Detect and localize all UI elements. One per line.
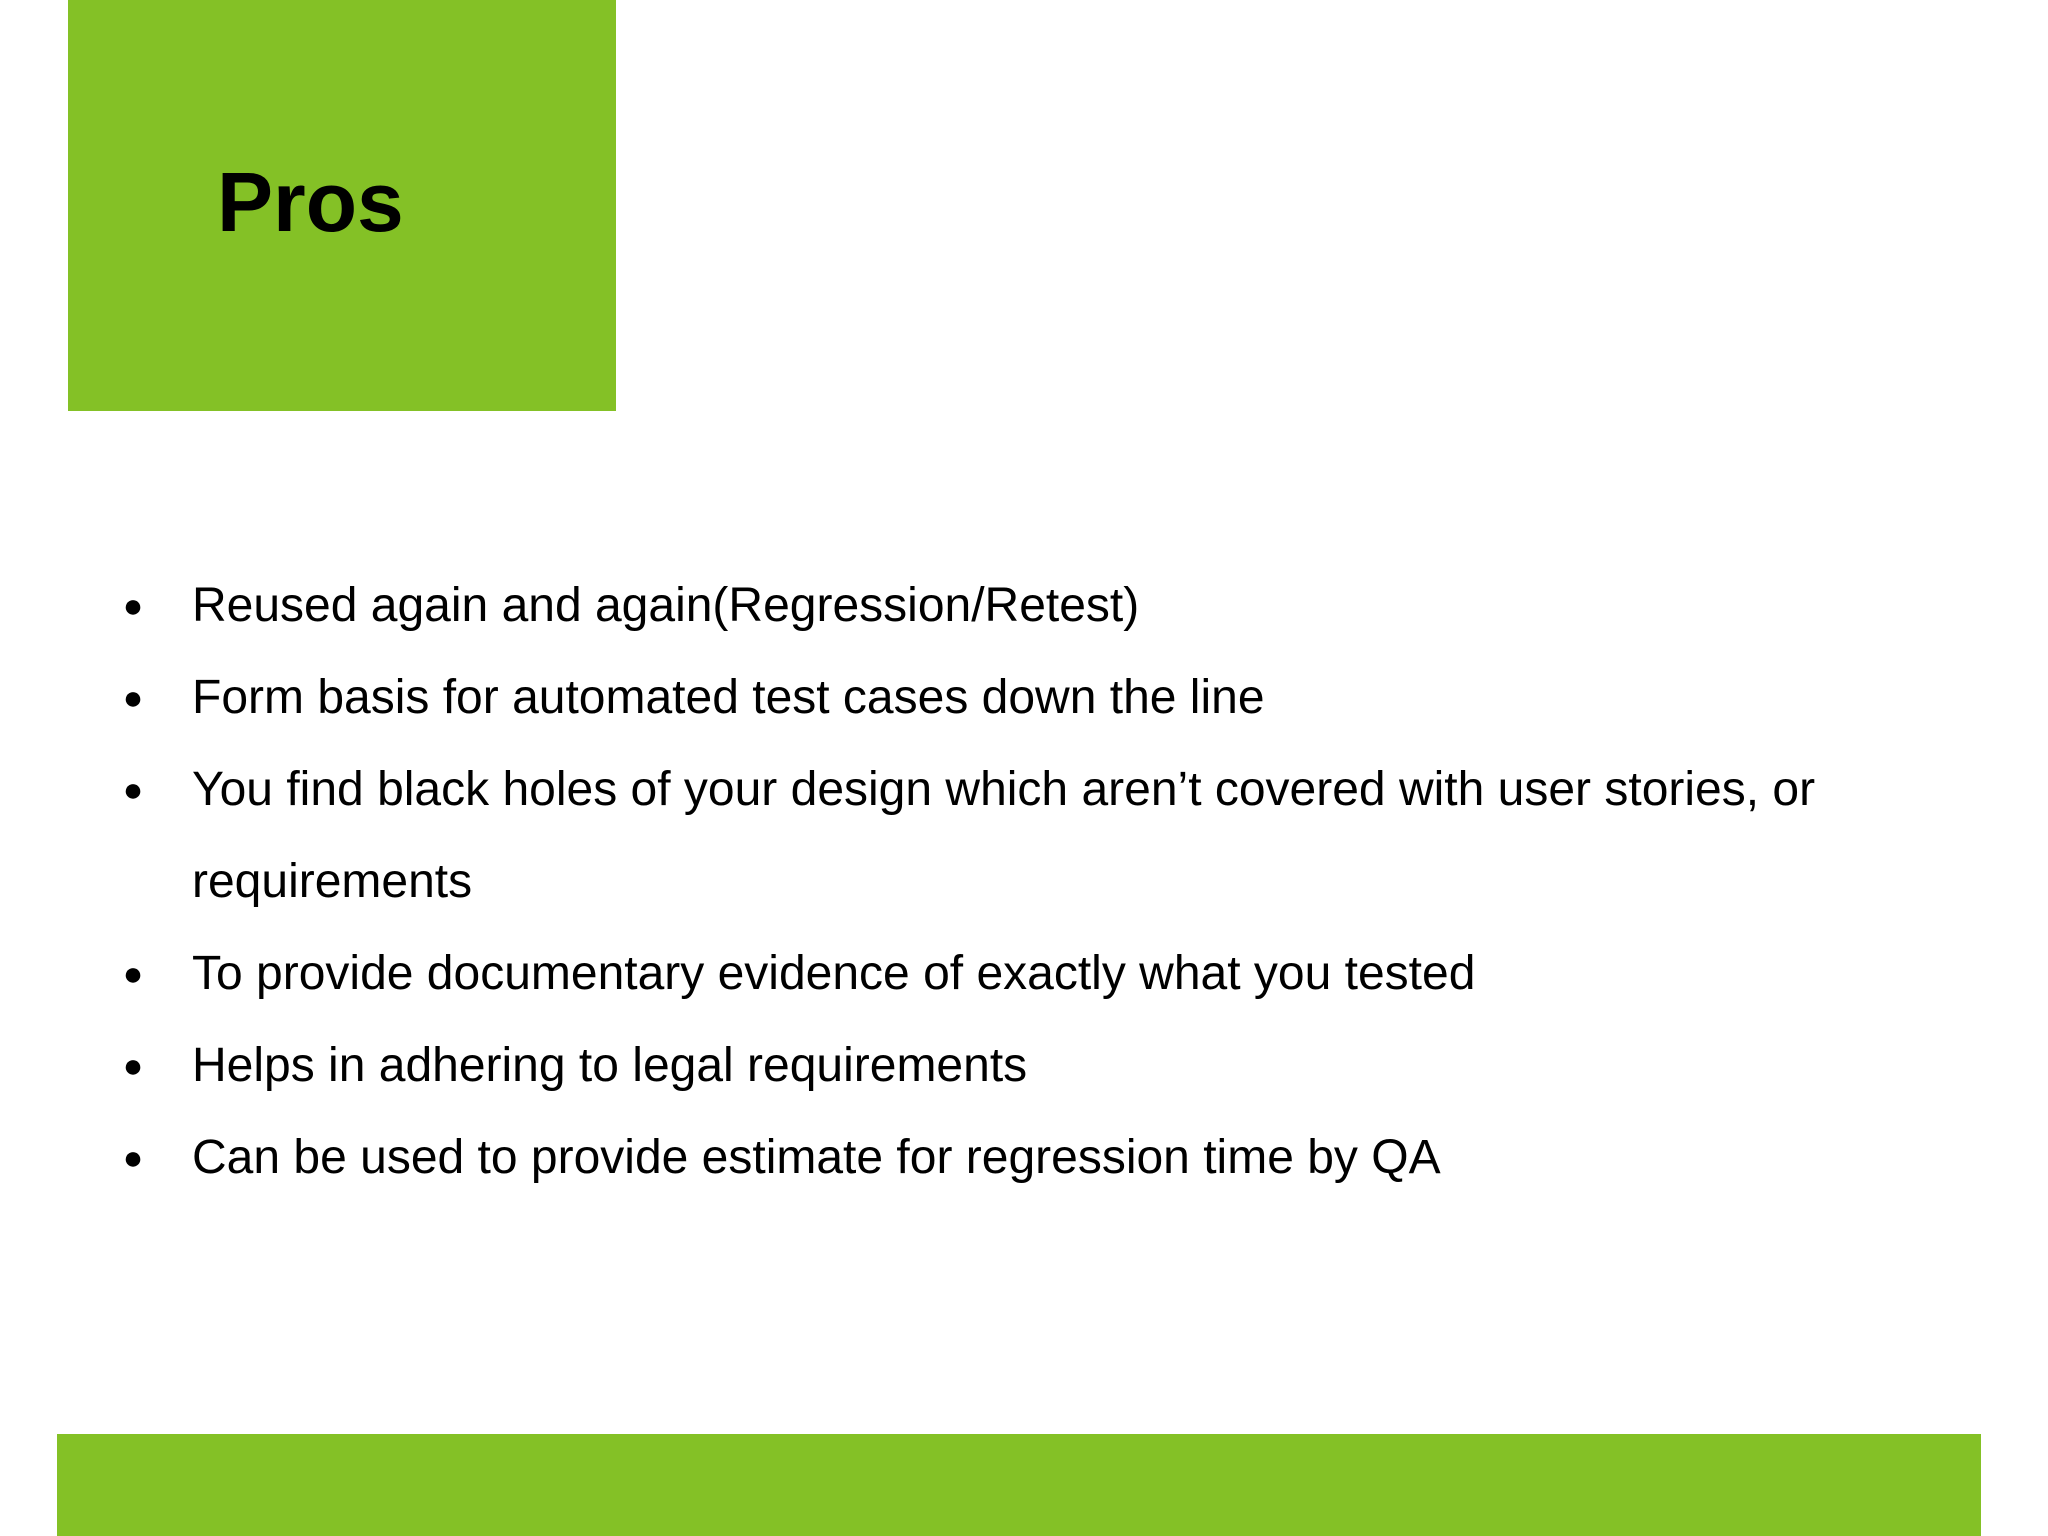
bullet-list: [118, 560, 1918, 1204]
bullet-text: Reused again and again(Regression/Retest): [192, 579, 1140, 632]
bullet-text: Form basis for automated test cases down the line: [192, 671, 1265, 724]
bullet-icon: ●: [122, 1139, 144, 1177]
bullet-icon: ●: [122, 679, 144, 717]
bullet-text: You find black holes of your design which aren’t covered with user stories, or requirements: [192, 763, 1816, 908]
footer-band: [57, 1434, 1981, 1536]
slide-title: Pros: [217, 155, 404, 249]
bullet-item: [118, 1112, 1918, 1204]
bullet-item: [118, 928, 1918, 1020]
bullet-item: [118, 560, 1918, 652]
bullet-item: [118, 1020, 1918, 1112]
bullet-item: [118, 652, 1918, 744]
bullet-icon: ●: [122, 771, 144, 809]
bullet-icon: ●: [122, 587, 144, 625]
bullet-text: Can be used to provide estimate for regression time by QA: [192, 1131, 1441, 1184]
bullet-text: To provide documentary evidence of exactly what you tested: [192, 947, 1476, 1000]
bullet-icon: ●: [122, 955, 144, 993]
bullet-icon: ●: [122, 1047, 144, 1085]
bullet-text: Helps in adhering to legal requirements: [192, 1039, 1028, 1092]
bullet-item: [118, 744, 1918, 928]
